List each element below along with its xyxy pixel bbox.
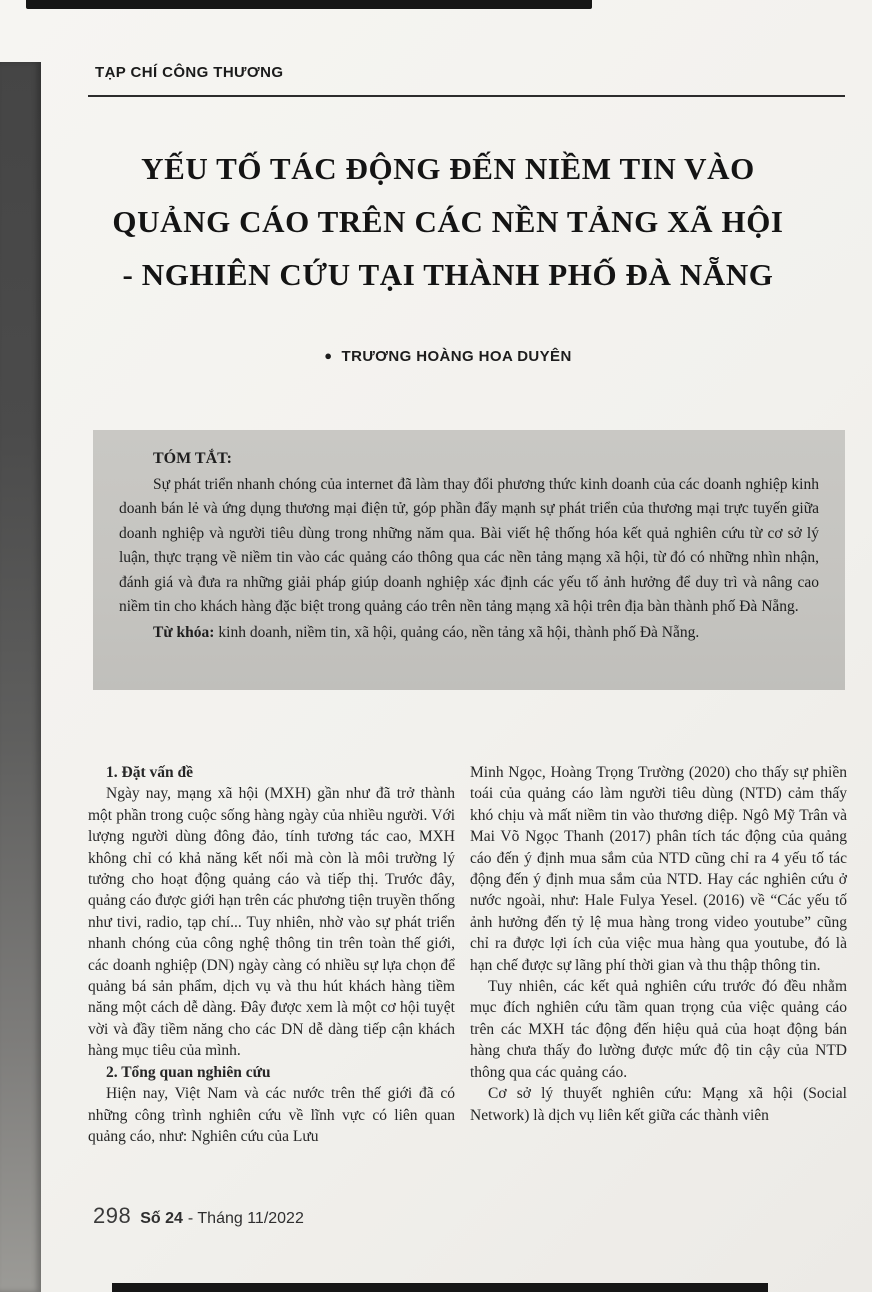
scan-artifact-bottom-bar: [112, 1283, 768, 1292]
paragraph: Tuy nhiên, các kết quả nghiên cứu trước đó đều nhằm mục đích nghiên cứu tầm quan trọng của việc quảng cáo trên các MXH tác động đến hiệu quả của hoạt động bán hàng chưa thấy đo lường được mức độ tin cậy của NTD thông qua các quảng cáo.: [470, 978, 847, 1081]
keywords-text: kinh doanh, niềm tin, xã hội, quảng cáo, nền tảng xã hội, thành phố Đà Nẵng.: [218, 623, 700, 641]
page-number: 298: [93, 1203, 132, 1228]
author-name: TRƯƠNG HOÀNG HOA DUYÊN: [341, 348, 572, 365]
body-column-right: [470, 762, 847, 1126]
author-bullet-icon: ●: [324, 348, 333, 363]
title-line-2: QUẢNG CÁO TRÊN CÁC NỀN TẢNG XÃ HỘI: [112, 204, 784, 239]
keywords-label: Từ khóa:: [153, 623, 215, 641]
paragraph: Hiện nay, Việt Nam và các nước trên thế giới đã có những công trình nghiên cứu về lĩnh vực có liên quan quảng cáo, như: Nghiên cứu của Lưu: [88, 1085, 455, 1145]
paragraph: Cơ sở lý thuyết nghiên cứu: Mạng xã hội (Social Network) là dịch vụ liên kết giữa các thành viên: [470, 1085, 847, 1124]
section-heading-2: 2. Tổng quan nghiên cứu: [106, 1063, 271, 1081]
abstract-keywords-line: [119, 621, 819, 646]
author-line: [48, 348, 848, 365]
title-line-3: - NGHIÊN CỨU TẠI THÀNH PHỐ ĐÀ NẴNG: [122, 257, 774, 292]
section-heading-1: 1. Đặt vấn đề: [106, 764, 193, 781]
scan-artifact-top-bar: [26, 0, 592, 9]
body-column-left: [88, 762, 455, 1147]
abstract-body: Sự phát triển nhanh chóng của internet đã làm thay đổi phương thức kinh doanh của các doanh nghiệp kinh doanh bán lẻ và ứng dụng thương mại điện tử, góp phần đẩy mạnh sự phát triển của thương mại trực tuyến giữa doanh nghiệp và người tiêu dùng trong những năm qua. Bài viết hệ thống hóa kết quả nghiên cứu từ cơ sở lý luận, thực trạng về niềm tin vào các quảng cáo thông qua các nền tảng mạng xã hội, từ đó có những nhìn nhận, đánh giá và đưa ra những giải pháp giúp doanh nghiệp xác định các yếu tố ảnh hưởng để duy trì và nâng cao niềm tin cho khách hàng đặc biệt trong quảng cáo trên nền tảng mạng xã hội trên địa bàn thành phố Đà Nẵng.: [119, 475, 819, 615]
title-line-1: YẾU TỐ TÁC ĐỘNG ĐẾN NIỀM TIN VÀO: [141, 151, 755, 186]
scan-artifact-left-bar: [0, 62, 41, 1292]
page-footer: [93, 1203, 304, 1229]
issue-date: - Tháng 11/2022: [187, 1210, 304, 1227]
paragraph: Ngày nay, mạng xã hội (MXH) gần như đã trở thành một phần trong cuộc sống hàng ngày của nhiều người. Với lượng người dùng đông đảo, tính tương tác cao, MXH không chỉ có khả năng kết nối mà còn là môi trường lý tưởng cho hoạt động quảng cáo và tiếp thị. Trước đây, quảng cáo được giới hạn trên các phương tiện truyền thống như tivi, radio, tạp chí... Tuy nhiên, nhờ vào sự phát triển nhanh chóng của công nghệ thông tin trên toàn thế giới, các doanh nghiệp (DN) ngày càng có nhiều sự lựa chọn để quảng bá sản phẩm, dịch vụ và thu hút khách hàng tiềm năng một cách dễ dàng. Đây được xem là một cơ hội tuyệt vời và đầy tiềm năng cho các DN dễ dàng tiếp cận khách hàng mục tiêu của mình.: [88, 785, 455, 1060]
article-title: [48, 142, 848, 301]
journal-name: TẠP CHÍ CÔNG THƯƠNG: [95, 64, 284, 81]
header-rule: [88, 95, 845, 97]
abstract-box: [93, 430, 845, 690]
paragraph-continued: Minh Ngọc, Hoàng Trọng Trường (2020) cho thấy sự phiền toái của quảng cáo làm người tiêu dùng (NTD) cảm thấy khó chịu và mất niềm tin vào thương diệp. Ngô Mỹ Trân và Mai Võ Ngọc Thanh (2017) phân tích tác động của quảng cáo đến ý định mua sắm của NTD cũng chỉ ra 4 yếu tố tác động đến ý định mua sắm của NTD. Hay các nghiên cứu ở nước ngoài, như: Hale Fulya Yesel. (2016) về “Các yếu tố ảnh hưởng đến tỷ lệ mua hàng trong video youtube” cũng chỉ ra được lợi ích của việc mua hàng qua youtube, đó là hạn chế được sự lãng phí thời gian và thu thập thông tin.: [470, 764, 847, 974]
issue-label: Số 24: [140, 1210, 183, 1227]
abstract-heading: TÓM TẮT:: [153, 450, 232, 467]
